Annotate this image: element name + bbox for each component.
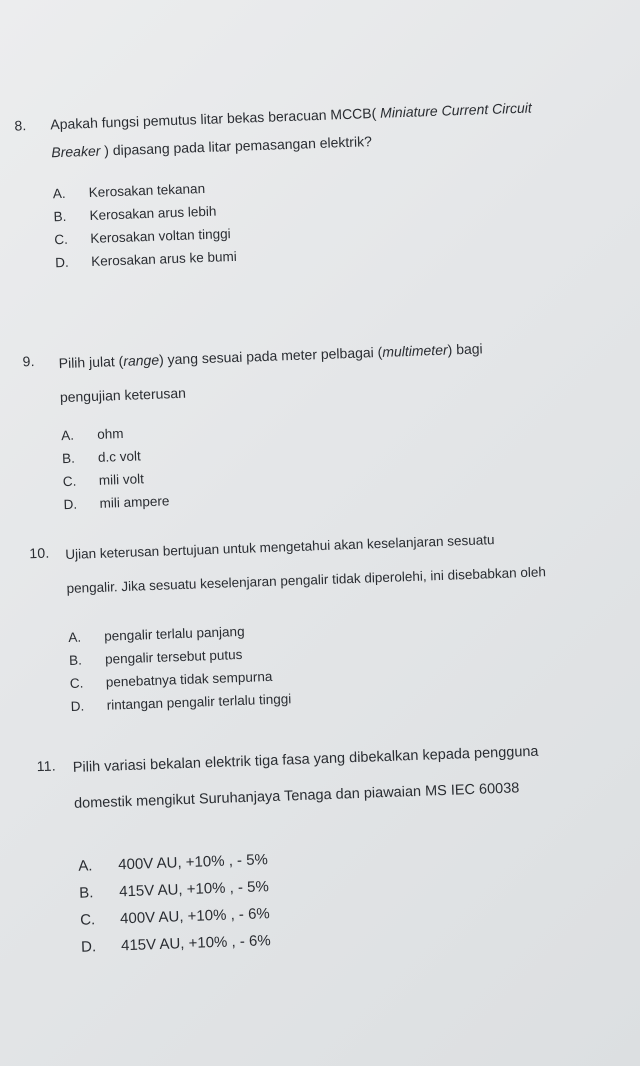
question-text-line2-rest: ) dipasang pada litar pemasangan elektrik?: [103, 133, 373, 159]
question-text: [72, 730, 640, 822]
options-list: [68, 622, 292, 722]
question-text-line1: Pilih variasi bekalan elektrik tiga fasa yang dibekalkan kepada pengguna: [72, 743, 539, 776]
option-b[interactable]: B. d.c volt: [61, 448, 142, 467]
option-b[interactable]: B. Kerosakan arus lebih: [53, 203, 217, 225]
question-number: 8.: [14, 117, 27, 134]
option-d[interactable]: D. rintangan pengalir terlalu tinggi: [70, 691, 292, 714]
options-list: [53, 180, 238, 278]
option-c[interactable]: C. Kerosakan voltan tinggi: [54, 226, 231, 248]
question-text-italic: Miniature Current Circuit: [379, 99, 533, 121]
question-text-line1: Apakah fungsi pemutus litar bekas beracuan MCCB(: [50, 104, 377, 133]
options-list: [61, 424, 170, 520]
question-text-italic-2: Breaker: [51, 142, 101, 161]
option-b[interactable]: B. pengalir tersebut putus: [68, 646, 243, 668]
question-number: 11.: [36, 757, 57, 775]
question-9: [12, 325, 640, 513]
option-a[interactable]: A. Kerosakan tekanan: [52, 180, 206, 202]
question-text-line2: pengalir. Jika sesuatu keselenjaran pengalir tidak diperolehi, ini disebabkan oleh: [66, 564, 547, 597]
question-11: [26, 729, 640, 956]
option-a[interactable]: A. pengalir terlalu panjang: [68, 623, 245, 646]
option-c[interactable]: C. mili volt: [62, 471, 145, 490]
option-c[interactable]: C. penebatnya tidak sempurna: [69, 668, 273, 691]
question-10: [19, 517, 640, 714]
question-8: [4, 90, 640, 271]
option-b[interactable]: B. 415V AU, +10% , - 5%: [78, 878, 270, 902]
option-c[interactable]: C. 400V AU, +10% , - 6%: [79, 905, 271, 929]
options-list: [78, 851, 271, 966]
question-text: [50, 91, 612, 167]
question-text-line1: Pilih julat (range) yang sesuai pada meter pelbagai (multimeter) bagi: [58, 340, 483, 372]
option-d[interactable]: D. mili ampere: [63, 493, 170, 513]
question-text-line1: Ujian keterusan bertujuan untuk mengetahui akan keselanjaran sesuatu: [65, 532, 495, 563]
question-text-line2: pengujian keterusan: [59, 384, 187, 406]
option-a[interactable]: A. 400V AU, +10% , - 5%: [77, 851, 269, 875]
question-number: 10.: [29, 544, 50, 562]
option-d[interactable]: D. Kerosakan arus ke bumi: [54, 248, 237, 271]
option-a[interactable]: A. ohm: [60, 425, 124, 444]
question-text: [65, 518, 639, 606]
question-text-line2: domestik mengikut Suruhanjaya Tenaga dan piawaian MS IEC 60038: [73, 780, 520, 812]
option-d[interactable]: D. 415V AU, +10% , - 6%: [80, 932, 271, 956]
question-text: [58, 327, 620, 415]
question-number: 9.: [22, 353, 35, 370]
